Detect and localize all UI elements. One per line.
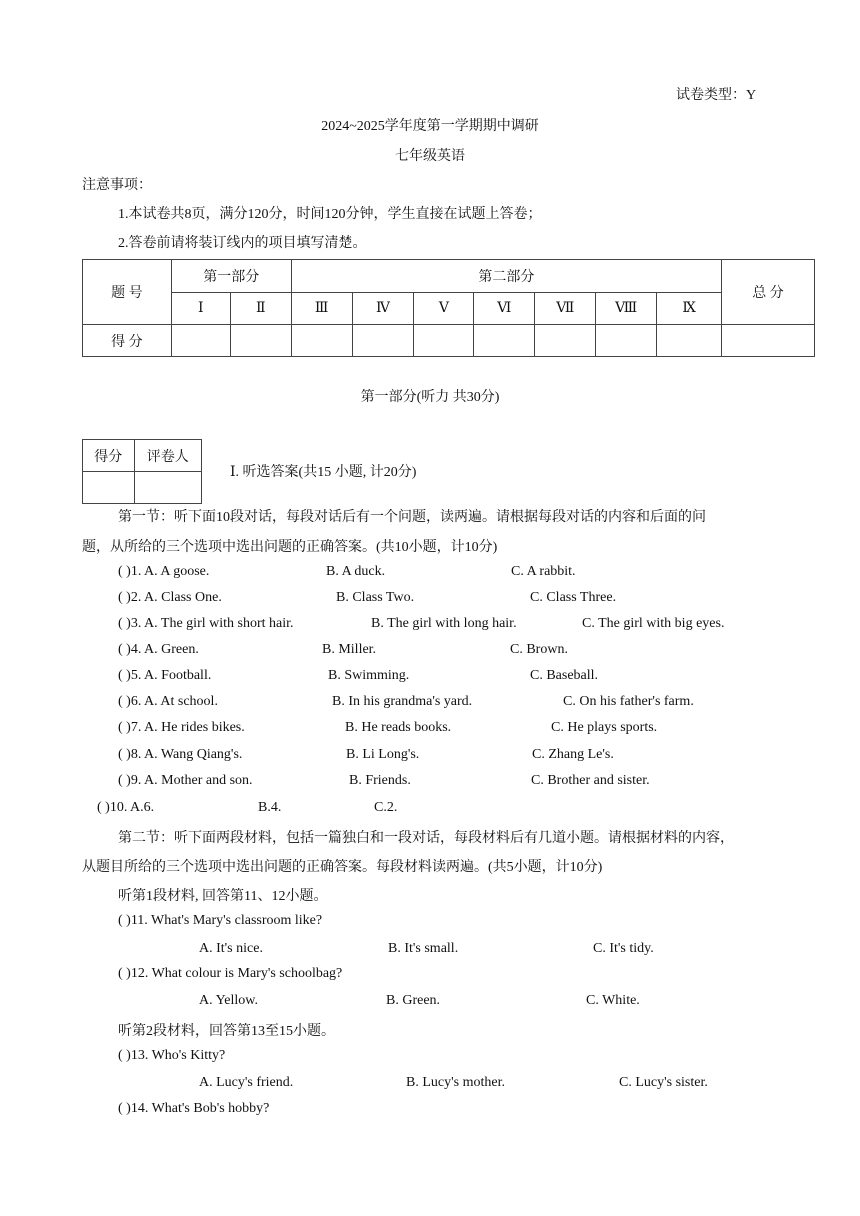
section-roman: Ⅳ — [352, 293, 414, 325]
section1-intro-line2: 题，从所给的三个选项中选出问题的正确答案。(共10小题，计10分) — [82, 540, 498, 555]
material2-instruction: 听第2段材料，回答第13至15小题。 — [118, 1024, 335, 1039]
grader-label: 评卷人 — [134, 440, 201, 472]
score-cell[interactable] — [230, 325, 291, 357]
question-stem: ( )8. A. Wang Qiang's. — [118, 747, 243, 762]
grader-score-label: 得分 — [83, 440, 135, 472]
question-row — [0, 642, 860, 662]
question-row — [0, 668, 860, 688]
option-b: B. Miller. — [322, 642, 377, 657]
option-a: A. It's nice. — [199, 941, 263, 956]
score-cell[interactable] — [352, 325, 414, 357]
question-row — [0, 590, 860, 610]
score-cell[interactable] — [291, 325, 352, 357]
notice-heading: 注意事项： — [82, 178, 152, 193]
question-row — [0, 773, 860, 793]
option-b: B.4. — [258, 800, 282, 815]
question-stem: ( )5. A. Football. — [118, 668, 212, 683]
question-row — [0, 747, 860, 767]
question-row — [0, 694, 860, 714]
option-c: C. Zhang Le's. — [532, 747, 614, 762]
option-b: B. Lucy's mother. — [406, 1075, 505, 1090]
option-c: C. Baseball. — [530, 668, 599, 683]
question-stem: ( )2. A. Class One. — [118, 590, 222, 605]
option-c: C. White. — [586, 993, 640, 1008]
grader-name-cell[interactable] — [134, 472, 201, 504]
option-b: B. In his grandma's yard. — [332, 694, 473, 709]
exam-subtitle: 七年级英语 — [395, 149, 465, 164]
option-b: B. Li Long's. — [346, 747, 420, 762]
question-stem: ( )11. What's Mary's classroom like? — [118, 913, 323, 928]
section-roman: Ⅱ — [230, 293, 291, 325]
option-a: A. Lucy's friend. — [199, 1075, 294, 1090]
score-row-label: 得 分 — [83, 325, 172, 357]
question-stem: ( )10. A.6. — [97, 800, 155, 815]
options-row — [0, 993, 860, 1013]
notice-item-1: 1.本试卷共8页，满分120分，时间120分钟，学生直接在试题上答卷； — [118, 207, 542, 222]
paper-type: 试卷类型：Y — [676, 88, 757, 103]
option-b: B. Swimming. — [328, 668, 410, 683]
option-b: B. Friends. — [349, 773, 411, 788]
score-cell[interactable] — [657, 325, 722, 357]
grader-table — [82, 439, 202, 504]
question-row — [0, 564, 860, 584]
section1-intro-line1: 第一节：听下面10段对话，每段对话后有一个问题，读两遍。请根据每段对话的内容和后面的问 — [118, 510, 706, 525]
question-stem: ( )4. A. Green. — [118, 642, 199, 657]
question-stem: ( )6. A. At school. — [118, 694, 218, 709]
option-a: A. Yellow. — [199, 993, 258, 1008]
option-c: C. A rabbit. — [511, 564, 576, 579]
section-roman: Ⅲ — [291, 293, 352, 325]
score-cell[interactable] — [596, 325, 657, 357]
option-c: C. The girl with big eyes. — [582, 616, 725, 631]
option-c: C. Lucy's sister. — [619, 1075, 708, 1090]
option-c: C. On his father's farm. — [563, 694, 694, 709]
question-stem: ( )9. A. Mother and son. — [118, 773, 253, 788]
exam-title: 2024~2025学年度第一学期期中调研 — [321, 119, 539, 134]
total-score-cell[interactable] — [722, 325, 815, 357]
option-c: C. Brown. — [510, 642, 568, 657]
score-cell[interactable] — [535, 325, 596, 357]
option-b: B. The girl with long hair. — [371, 616, 517, 631]
grader-score-cell[interactable] — [83, 472, 135, 504]
section1-heading: Ⅰ. 听选答案(共15 小题, 计20分) — [230, 465, 417, 480]
score-cell[interactable] — [474, 325, 535, 357]
notice-item-2: 2.答卷前请将装订线内的项目填写清楚。 — [118, 236, 367, 251]
question-stem: ( )1. A. A goose. — [118, 564, 210, 579]
option-b: B. He reads books. — [345, 720, 452, 735]
options-row — [0, 941, 860, 961]
option-b: B. Green. — [386, 993, 441, 1008]
section-roman: Ⅸ — [657, 293, 722, 325]
option-b: B. It's small. — [388, 941, 459, 956]
option-c: C. He plays sports. — [551, 720, 658, 735]
item-number-header: 题 号 — [83, 260, 172, 325]
option-c: C. Class Three. — [530, 590, 617, 605]
option-c: C.2. — [374, 800, 398, 815]
options-row — [0, 1075, 860, 1095]
option-c: C. It's tidy. — [593, 941, 654, 956]
question-stem: ( )7. A. He rides bikes. — [118, 720, 245, 735]
section-roman: Ⅵ — [474, 293, 535, 325]
total-header: 总 分 — [722, 260, 815, 325]
section-roman: Ⅶ — [535, 293, 596, 325]
question-row — [0, 720, 860, 740]
question-row — [0, 800, 860, 820]
question-row — [0, 616, 860, 636]
section-roman: Ⅴ — [414, 293, 474, 325]
option-b: B. Class Two. — [336, 590, 415, 605]
question-stem: ( )13. Who's Kitty? — [118, 1048, 226, 1063]
score-table — [82, 259, 815, 357]
option-c: C. Brother and sister. — [531, 773, 650, 788]
question-stem: ( )14. What's Bob's hobby? — [118, 1101, 270, 1116]
score-cell[interactable] — [171, 325, 230, 357]
section2-intro-line2: 从题目所给的三个选项中选出问题的正确答案。每段材料读两遍。(共5小题，计10分) — [82, 860, 603, 875]
section2-intro-line1: 第二节：听下面两段材料，包括一篇独白和一段对话，每段材料后有几道小题。请根据材料的内容， — [118, 831, 734, 846]
material1-instruction: 听第1段材料, 回答第11、12小题。 — [118, 889, 328, 904]
part2-header: 第二部分 — [291, 260, 721, 293]
option-b: B. A duck. — [326, 564, 386, 579]
question-stem: ( )12. What colour is Mary's schoolbag? — [118, 966, 343, 981]
part1-header: 第一部分 — [171, 260, 291, 293]
section-roman: Ⅷ — [596, 293, 657, 325]
score-cell[interactable] — [414, 325, 474, 357]
part1-heading: 第一部分(听力 共30分) — [360, 390, 500, 405]
section-roman: Ⅰ — [171, 293, 230, 325]
question-stem: ( )3. A. The girl with short hair. — [118, 616, 294, 631]
